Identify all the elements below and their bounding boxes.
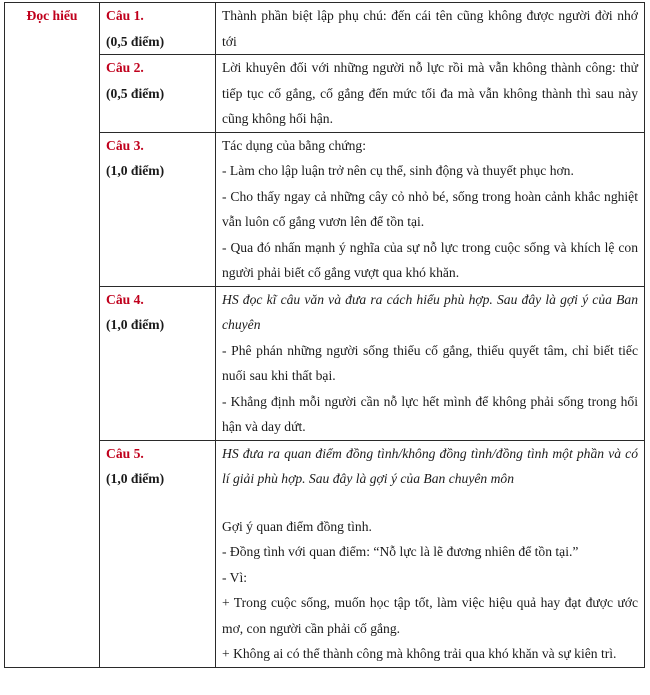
answer-line: HS đưa ra quan điểm đồng tình/không đồng tình/đồng tình một phần và có lí giải phù hợp. Sau đây là gợi ý của Ban chuyên môn	[222, 445, 638, 486]
question-points: (1,0 điểm)	[106, 471, 165, 486]
question-cell	[100, 132, 216, 286]
answer-key-body	[5, 3, 645, 668]
question-row	[5, 286, 645, 440]
question-cell	[100, 3, 216, 55]
answer-line: + Trong cuộc sống, muốn học tập tốt, làm việc hiệu quả hay đạt được ước mơ, con người cần phải cố gắng.	[222, 595, 638, 636]
question-cell	[100, 286, 216, 440]
answer-line: Thành phần biệt lập phụ chú: đến cái tên cũng không được người đời nhớ tới	[222, 8, 638, 49]
answer-key-table	[4, 2, 645, 668]
question-points: (1,0 điểm)	[106, 163, 165, 178]
question-label: Câu 3.	[106, 137, 144, 153]
answer-cell	[216, 3, 645, 55]
answer-line: Tác dụng của bằng chứng:	[222, 137, 367, 153]
question-row	[5, 132, 645, 286]
faint-residue-line	[222, 492, 638, 514]
answer-line: + Không ai có thể thành công mà không trải qua khó khăn và sự kiên trì.	[222, 646, 617, 661]
question-label: Câu 5.	[106, 445, 144, 461]
answer-line: - Qua đó nhấn mạnh ý nghĩa của sự nỗ lực trong cuộc sống và khích lệ con người phải biết cố gắng vượt qua khó khăn.	[222, 239, 638, 280]
answer-line: - Cho thấy ngay cả những cây cỏ nhỏ bé, sống trong hoàn cảnh khắc nghiệt vẫn luôn cố gắng vươn lên để tồn tại.	[222, 188, 638, 229]
answer-line: - Làm cho lập luận trở nên cụ thể, sinh động và thuyết phục hơn.	[222, 163, 574, 178]
section-label: Đọc hiểu	[5, 3, 100, 668]
question-cell	[100, 55, 216, 133]
answer-line: Lời khuyên đối với những người nỗ lực rồi mà vẫn không thành công: thử tiếp tục cố gắng, cố gắng đến mức tối đa mà vẫn không thành thì sau này cũng không hối hận.	[222, 60, 638, 126]
answer-cell	[216, 132, 645, 286]
question-row	[5, 3, 645, 55]
question-label: Câu 2.	[106, 60, 144, 75]
question-points: (0,5 điểm)	[106, 85, 165, 101]
answer-line: - Phê phán những người sống thiếu cố gắng, thiếu quyết tâm, chỉ biết tiếc nuối sau khi thất bại.	[222, 342, 638, 383]
answer-line: - Khẳng định mỗi người cần nỗ lực hết mình để không phải sống trong hối hận và day dứt.	[222, 393, 638, 434]
answer-line: Gợi ý quan điểm đồng tình.	[222, 518, 372, 534]
question-points: (0,5 điểm)	[106, 33, 165, 49]
question-cell	[100, 440, 216, 667]
question-label: Câu 4.	[106, 291, 144, 307]
answer-cell	[216, 440, 645, 667]
answer-line: - Vì:	[222, 569, 248, 585]
answer-cell	[216, 55, 645, 133]
question-label: Câu 1.	[106, 8, 144, 23]
answer-line: - Đồng tình với quan điểm: “Nỗ lực là lẽ đương nhiên để tồn tại.”	[222, 544, 579, 559]
question-row	[5, 440, 645, 667]
question-points: (1,0 điểm)	[106, 317, 165, 332]
answer-line: HS đọc kĩ câu văn và đưa ra cách hiểu phù hợp. Sau đây là gợi ý của Ban chuyên	[222, 291, 638, 332]
question-row	[5, 55, 645, 133]
answer-cell	[216, 286, 645, 440]
